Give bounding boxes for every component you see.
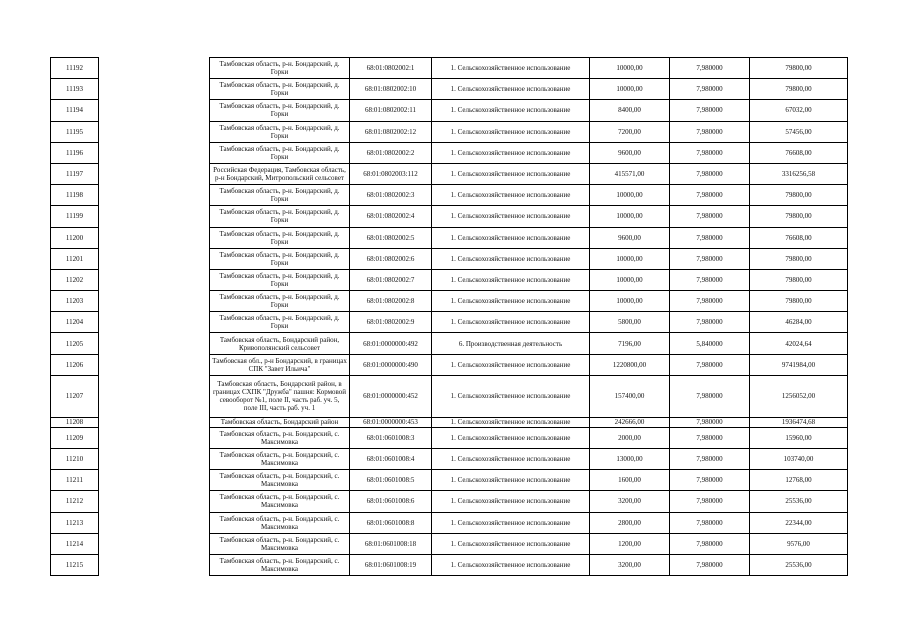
spacer-cell (99, 163, 210, 184)
table-row (51, 58, 848, 79)
land-use-cell: 1. Сельскохозяйственное использование (432, 512, 590, 533)
address-cell: Тамбовская область, р-н. Бондарский, д. Горки (210, 312, 350, 333)
cadastral-value-cell: 25536,00 (750, 491, 848, 512)
land-use-cell: 1. Сельскохозяйственное использование (432, 227, 590, 248)
rate-cell: 7,980000 (670, 354, 750, 375)
address-cell: Тамбовская область, р-н. Бондарский, с. Максимовка (210, 554, 350, 575)
address-cell: Тамбовская область, Бондарский район, Кривополянский сельсовет (210, 333, 350, 354)
spacer-cell (99, 417, 210, 427)
spacer-cell (99, 185, 210, 206)
address-cell: Тамбовская область, р-н. Бондарский, с. Максимовка (210, 491, 350, 512)
cadastral-value-cell: 1256052,00 (750, 375, 848, 417)
row-number-cell: 11212 (51, 491, 99, 512)
address-cell: Тамбовская область, р-н. Бондарский, д. Горки (210, 185, 350, 206)
land-use-cell: 1. Сельскохозяйственное использование (432, 58, 590, 79)
address-cell: Тамбовская область, р-н. Бондарский, д. Горки (210, 79, 350, 100)
rate-cell: 7,980000 (670, 375, 750, 417)
row-number-cell: 11213 (51, 512, 99, 533)
row-number-cell: 11206 (51, 354, 99, 375)
land-use-cell: 1. Сельскохозяйственное использование (432, 427, 590, 448)
spacer-cell (99, 206, 210, 227)
cadastral-number-cell: 68:01:0802002:9 (350, 312, 432, 333)
address-cell: Тамбовская область, р-н. Бондарский, с. Максимовка (210, 449, 350, 470)
land-use-cell: 1. Сельскохозяйственное использование (432, 248, 590, 269)
land-use-cell: 1. Сельскохозяйственное использование (432, 449, 590, 470)
table-row (51, 100, 848, 121)
area-cell: 13000,00 (590, 449, 670, 470)
cadastral-number-cell: 68:01:0000000:452 (350, 375, 432, 417)
table-row (51, 554, 848, 575)
address-cell: Тамбовская область, р-н. Бондарский, с. Максимовка (210, 512, 350, 533)
table-row (51, 227, 848, 248)
cadastral-number-cell: 68:01:0000000:453 (350, 417, 432, 427)
table-row (51, 248, 848, 269)
spacer-cell (99, 248, 210, 269)
address-cell: Российская Федерация, Тамбовская область, р-н Бондарский, Митропольский сельсовет (210, 163, 350, 184)
address-cell: Тамбовская область, р-н. Бондарский, с. Максимовка (210, 470, 350, 491)
spacer-cell (99, 100, 210, 121)
cadastral-number-cell: 68:01:0802002:6 (350, 248, 432, 269)
area-cell: 157400,00 (590, 375, 670, 417)
area-cell: 5800,00 (590, 312, 670, 333)
row-number-cell: 11192 (51, 58, 99, 79)
cadastral-number-cell: 68:01:0802002:12 (350, 121, 432, 142)
cadastral-value-cell: 79800,00 (750, 58, 848, 79)
spacer-cell (99, 375, 210, 417)
row-number-cell: 11210 (51, 449, 99, 470)
land-use-cell: 1. Сельскохозяйственное использование (432, 554, 590, 575)
address-cell: Тамбовская область, р-н. Бондарский, с. Максимовка (210, 533, 350, 554)
table-row (51, 375, 848, 417)
spacer-cell (99, 491, 210, 512)
row-number-cell: 11203 (51, 291, 99, 312)
address-cell: Тамбовская область, р-н. Бондарский, д. Горки (210, 269, 350, 290)
cadastral-number-cell: 68:01:0601008:19 (350, 554, 432, 575)
land-use-cell: 1. Сельскохозяйственное использование (432, 79, 590, 100)
table-row (51, 417, 848, 427)
area-cell: 10000,00 (590, 185, 670, 206)
rate-cell: 7,980000 (670, 79, 750, 100)
address-cell: Тамбовская область, р-н. Бондарский, д. Горки (210, 248, 350, 269)
rate-cell: 7,980000 (670, 312, 750, 333)
spacer-cell (99, 142, 210, 163)
cadastral-number-cell: 68:01:0802002:7 (350, 269, 432, 290)
area-cell: 2800,00 (590, 512, 670, 533)
address-cell: Тамбовская область, р-н. Бондарский, д. Горки (210, 291, 350, 312)
rate-cell: 7,980000 (670, 554, 750, 575)
rate-cell: 7,980000 (670, 491, 750, 512)
address-cell: Тамбовская область, р-н. Бондарский, д. Горки (210, 121, 350, 142)
rate-cell: 7,980000 (670, 417, 750, 427)
area-cell: 10000,00 (590, 206, 670, 227)
cadastral-value-cell: 42024,64 (750, 333, 848, 354)
table-row (51, 427, 848, 448)
area-cell: 8400,00 (590, 100, 670, 121)
table-body (51, 58, 848, 576)
cadastral-number-cell: 68:01:0601008:18 (350, 533, 432, 554)
rate-cell: 7,980000 (670, 248, 750, 269)
rate-cell: 7,980000 (670, 163, 750, 184)
area-cell: 9600,00 (590, 142, 670, 163)
area-cell: 3200,00 (590, 554, 670, 575)
cadastral-number-cell: 68:01:0601008:4 (350, 449, 432, 470)
table-row (51, 142, 848, 163)
area-cell: 1220800,00 (590, 354, 670, 375)
land-use-cell: 1. Сельскохозяйственное использование (432, 354, 590, 375)
rate-cell: 7,980000 (670, 227, 750, 248)
cadastral-number-cell: 68:01:0802002:10 (350, 79, 432, 100)
row-number-cell: 11214 (51, 533, 99, 554)
land-use-cell: 1. Сельскохозяйственное использование (432, 163, 590, 184)
spacer-cell (99, 291, 210, 312)
land-use-cell: 1. Сельскохозяйственное использование (432, 206, 590, 227)
land-use-cell: 1. Сельскохозяйственное использование (432, 185, 590, 206)
land-use-cell: 1. Сельскохозяйственное использование (432, 470, 590, 491)
row-number-cell: 11215 (51, 554, 99, 575)
cadastral-number-cell: 68:01:0601008:6 (350, 491, 432, 512)
cadastral-value-cell: 22344,00 (750, 512, 848, 533)
land-cadastre-table-page (50, 57, 847, 576)
cadastral-value-cell: 76608,00 (750, 142, 848, 163)
spacer-cell (99, 58, 210, 79)
row-number-cell: 11205 (51, 333, 99, 354)
spacer-cell (99, 227, 210, 248)
row-number-cell: 11204 (51, 312, 99, 333)
area-cell: 415571,00 (590, 163, 670, 184)
area-cell: 242666,00 (590, 417, 670, 427)
spacer-cell (99, 512, 210, 533)
row-number-cell: 11202 (51, 269, 99, 290)
land-cadastre-table (50, 57, 848, 576)
spacer-cell (99, 354, 210, 375)
cadastral-value-cell: 9576,00 (750, 533, 848, 554)
land-use-cell: 1. Сельскохозяйственное использование (432, 375, 590, 417)
cadastral-number-cell: 68:01:0000000:492 (350, 333, 432, 354)
area-cell: 7196,00 (590, 333, 670, 354)
land-use-cell: 1. Сельскохозяйственное использование (432, 533, 590, 554)
table-row (51, 79, 848, 100)
spacer-cell (99, 121, 210, 142)
table-row (51, 333, 848, 354)
cadastral-value-cell: 79800,00 (750, 185, 848, 206)
spacer-cell (99, 449, 210, 470)
table-row (51, 291, 848, 312)
area-cell: 10000,00 (590, 269, 670, 290)
cadastral-value-cell: 12768,00 (750, 470, 848, 491)
row-number-cell: 11196 (51, 142, 99, 163)
spacer-cell (99, 333, 210, 354)
land-use-cell: 1. Сельскохозяйственное использование (432, 142, 590, 163)
cadastral-value-cell: 15960,00 (750, 427, 848, 448)
cadastral-number-cell: 68:01:0802002:8 (350, 291, 432, 312)
area-cell: 9600,00 (590, 227, 670, 248)
address-cell: Тамбовская область, р-н. Бондарский, д. Горки (210, 227, 350, 248)
spacer-cell (99, 312, 210, 333)
row-number-cell: 11198 (51, 185, 99, 206)
rate-cell: 7,980000 (670, 291, 750, 312)
cadastral-number-cell: 68:01:0802002:3 (350, 185, 432, 206)
cadastral-number-cell: 68:01:0601008:8 (350, 512, 432, 533)
cadastral-number-cell: 68:01:0802003:112 (350, 163, 432, 184)
rate-cell: 7,980000 (670, 58, 750, 79)
cadastral-value-cell: 76608,00 (750, 227, 848, 248)
table-row (51, 533, 848, 554)
address-cell: Тамбовская область, р-н. Бондарский, д. Горки (210, 206, 350, 227)
cadastral-number-cell: 68:01:0802002:1 (350, 58, 432, 79)
row-number-cell: 11207 (51, 375, 99, 417)
spacer-cell (99, 470, 210, 491)
cadastral-number-cell: 68:01:0601008:5 (350, 470, 432, 491)
table-row (51, 206, 848, 227)
rate-cell: 7,980000 (670, 100, 750, 121)
cadastral-value-cell: 79800,00 (750, 248, 848, 269)
cadastral-number-cell: 68:01:0802002:2 (350, 142, 432, 163)
cadastral-number-cell: 68:01:0601008:3 (350, 427, 432, 448)
rate-cell: 7,980000 (670, 512, 750, 533)
land-use-cell: 6. Производственная деятельность (432, 333, 590, 354)
cadastral-value-cell: 25536,00 (750, 554, 848, 575)
cadastral-number-cell: 68:01:0802002:4 (350, 206, 432, 227)
address-cell: Тамбовская область, Бондарский район (210, 417, 350, 427)
area-cell: 1600,00 (590, 470, 670, 491)
cadastral-value-cell: 46284,00 (750, 312, 848, 333)
table-row (51, 185, 848, 206)
cadastral-value-cell: 79800,00 (750, 79, 848, 100)
row-number-cell: 11208 (51, 417, 99, 427)
land-use-cell: 1. Сельскохозяйственное использование (432, 312, 590, 333)
address-cell: Тамбовская область, р-н. Бондарский, д. Горки (210, 58, 350, 79)
table-row (51, 163, 848, 184)
row-number-cell: 11195 (51, 121, 99, 142)
table-row (51, 269, 848, 290)
address-cell: Тамбовская область, Бондарский район, в границах СХПК "Дружба" пашня: Кормовой севооборот №1, поле II, часть раб. уч. 5, поле III, часть раб. уч. 1 (210, 375, 350, 417)
cadastral-value-cell: 79800,00 (750, 291, 848, 312)
spacer-cell (99, 269, 210, 290)
spacer-cell (99, 554, 210, 575)
rate-cell: 7,980000 (670, 470, 750, 491)
table-row (51, 512, 848, 533)
spacer-cell (99, 427, 210, 448)
area-cell: 10000,00 (590, 291, 670, 312)
row-number-cell: 11199 (51, 206, 99, 227)
table-row (51, 354, 848, 375)
rate-cell: 7,980000 (670, 427, 750, 448)
area-cell: 2000,00 (590, 427, 670, 448)
table-row (51, 470, 848, 491)
area-cell: 10000,00 (590, 79, 670, 100)
row-number-cell: 11209 (51, 427, 99, 448)
land-use-cell: 1. Сельскохозяйственное использование (432, 491, 590, 512)
cadastral-value-cell: 79800,00 (750, 269, 848, 290)
row-number-cell: 11200 (51, 227, 99, 248)
cadastral-value-cell: 1936474,68 (750, 417, 848, 427)
cadastral-number-cell: 68:01:0802002:5 (350, 227, 432, 248)
spacer-cell (99, 533, 210, 554)
table-row (51, 312, 848, 333)
rate-cell: 7,980000 (670, 185, 750, 206)
row-number-cell: 11197 (51, 163, 99, 184)
land-use-cell: 1. Сельскохозяйственное использование (432, 269, 590, 290)
cadastral-value-cell: 103740,00 (750, 449, 848, 470)
cadastral-value-cell: 67032,00 (750, 100, 848, 121)
row-number-cell: 11194 (51, 100, 99, 121)
cadastral-value-cell: 57456,00 (750, 121, 848, 142)
area-cell: 10000,00 (590, 248, 670, 269)
land-use-cell: 1. Сельскохозяйственное использование (432, 291, 590, 312)
table-row (51, 491, 848, 512)
cadastral-value-cell: 79800,00 (750, 206, 848, 227)
spacer-cell (99, 79, 210, 100)
rate-cell: 5,840000 (670, 333, 750, 354)
cadastral-value-cell: 9741984,00 (750, 354, 848, 375)
land-use-cell: 1. Сельскохозяйственное использование (432, 417, 590, 427)
area-cell: 1200,00 (590, 533, 670, 554)
address-cell: Тамбовская область, р-н. Бондарский, д. Горки (210, 142, 350, 163)
address-cell: Тамбовская область, р-н. Бондарский, д. Горки (210, 100, 350, 121)
land-use-cell: 1. Сельскохозяйственное использование (432, 121, 590, 142)
rate-cell: 7,980000 (670, 206, 750, 227)
cadastral-number-cell: 68:01:0000000:490 (350, 354, 432, 375)
rate-cell: 7,980000 (670, 533, 750, 554)
table-row (51, 449, 848, 470)
rate-cell: 7,980000 (670, 449, 750, 470)
cadastral-number-cell: 68:01:0802002:11 (350, 100, 432, 121)
rate-cell: 7,980000 (670, 142, 750, 163)
address-cell: Тамбовская обл., р-н Бондарский, в границах СПК "Завет Ильича" (210, 354, 350, 375)
row-number-cell: 11201 (51, 248, 99, 269)
land-use-cell: 1. Сельскохозяйственное использование (432, 100, 590, 121)
area-cell: 3200,00 (590, 491, 670, 512)
area-cell: 7200,00 (590, 121, 670, 142)
cadastral-value-cell: 3316256,58 (750, 163, 848, 184)
row-number-cell: 11211 (51, 470, 99, 491)
rate-cell: 7,980000 (670, 269, 750, 290)
address-cell: Тамбовская область, р-н. Бондарский, с. Максимовка (210, 427, 350, 448)
table-row (51, 121, 848, 142)
row-number-cell: 11193 (51, 79, 99, 100)
area-cell: 10000,00 (590, 58, 670, 79)
rate-cell: 7,980000 (670, 121, 750, 142)
